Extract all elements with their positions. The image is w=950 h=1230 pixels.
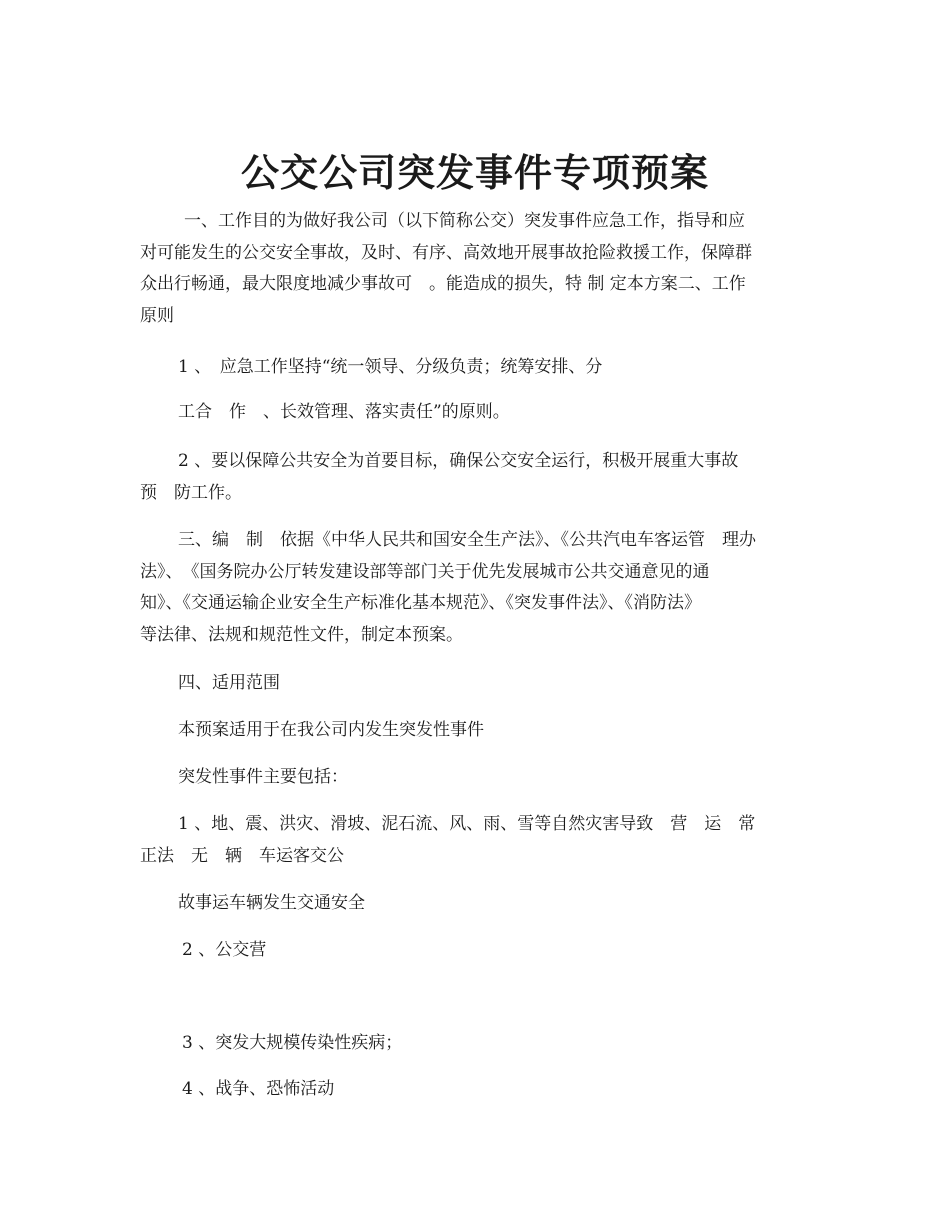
event-1-line: 正法 无 辆 车运客交公: [140, 845, 344, 866]
section-3-line: 三、编 制 依据《中华人民共和国安全生产法》、《公共汽电车客运管 理办: [178, 530, 756, 550]
events-intro: 突发性事件主要包括：: [178, 767, 348, 787]
section-4-heading: 四、适用范围: [178, 673, 280, 693]
principle-1-continuation: 工合 作 、长效管理、落实责任”的原则。: [178, 402, 510, 422]
event-1-line: 1 、地、震、洪灾、滑坡、泥石流、风、雨、雪等自然灾害导致 营 运 常: [178, 814, 756, 834]
section-1-line: 原则: [140, 305, 174, 326]
document-title: 公交公司突发事件专项预案: [240, 150, 709, 195]
event-4: 4 、战争、恐怖活动: [182, 1079, 335, 1099]
section-1-line: 对可能发生的公交安全事故，及时、有序、高效地开展事故抢险救援工作，保障群: [140, 242, 752, 263]
scope-text: 本预案适用于在我公司内发生突发性事件: [178, 720, 484, 740]
principle-2-line: 2 、要以保障公共安全为首要目标，确保公交安全运行，积极开展重大事故: [178, 451, 739, 471]
event-1-paragraph: [140, 809, 815, 872]
section-3-line: 知》、《交通运输企业安全生产标准化基本规范》、《突发事件法》、《消防法》: [140, 593, 701, 613]
section-3-line: 法》、 《国务院办公厅转发建设部等部门关于优先发展城市公共交通意见的通: [140, 561, 710, 582]
section-3-paragraph: [140, 525, 815, 651]
event-2: 2 、公交营: [182, 940, 267, 960]
event-3: 3 、突发大规模传染性疾病；: [182, 1033, 403, 1053]
section-1-paragraph: [140, 206, 815, 332]
principle-2-line: 预 防工作。: [140, 482, 242, 503]
section-3-line: 等法律、法规和规范性文件，制定本预案。: [140, 624, 463, 645]
section-1-line: 一、工作目的为做好我公司（以下简称公交）突发事件应急工作，指导和应: [184, 211, 745, 231]
principle-2-paragraph: [140, 446, 815, 509]
event-1-continuation: 故事运车辆发生交通安全: [178, 893, 365, 913]
principle-1-line: 1 、 应急工作坚持“统一领导、分级负责；统筹安排、分: [178, 357, 603, 377]
section-1-line: 众出行畅通，最大限度地减少事故可 。能造成的损失，特 制 定本方案二、工作: [140, 274, 746, 294]
